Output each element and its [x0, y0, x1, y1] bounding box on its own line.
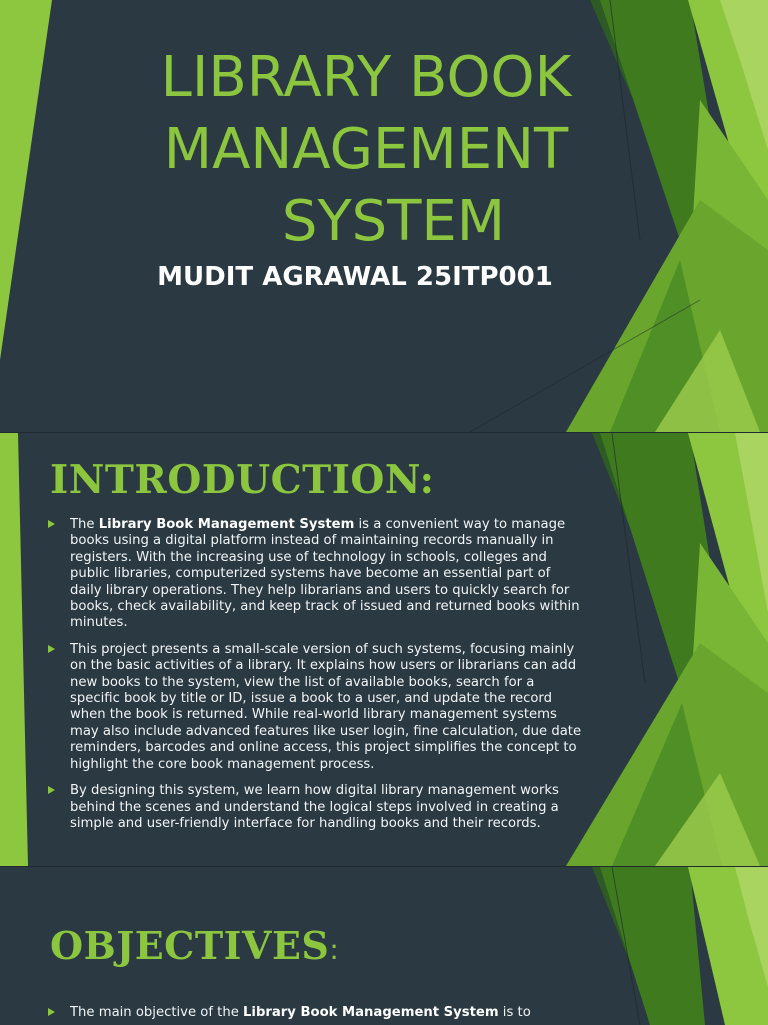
objectives-heading-text: OBJECTIVES: [50, 923, 330, 968]
title-slide: [0, 0, 768, 432]
title-line-3: SYSTEM: [281, 189, 506, 254]
bullet-arrow-icon: [48, 520, 55, 528]
introduction-bullet-list: [48, 517, 582, 842]
bullet-bold-text: Library Book Management System: [243, 1005, 499, 1020]
objectives-heading: [50, 923, 339, 968]
bullet-bold-text: Library Book Management System: [98, 517, 355, 532]
bullet-text: is to: [498, 1005, 531, 1020]
bullet-arrow-icon: [48, 1008, 55, 1016]
list-item: [48, 517, 582, 632]
presentation-title: [136, 42, 596, 258]
introduction-slide: [0, 432, 768, 866]
objectives-heading-colon: :: [329, 933, 340, 966]
title-line-1: LIBRARY BOOK: [160, 45, 572, 110]
introduction-heading: INTRODUCTION:: [50, 457, 435, 503]
author-subtitle: MUDIT AGRAWAL 25ITP001: [157, 262, 553, 292]
bullet-arrow-icon: [48, 645, 55, 653]
objectives-slide: [0, 866, 768, 1025]
list-item: [48, 642, 582, 773]
bullet-text: The: [70, 517, 99, 532]
objectives-bullet-list: [48, 1005, 582, 1025]
bullet-arrow-icon: [48, 786, 55, 794]
bullet-text: This project presents a small-scale version of such systems, focusing mainly on the basic activities of a library. It explains how users or librarians can add new books to the system, view the list of available books, search for a specific book by title or ID, issue a book to a user, and update the record when the book is returned. While real-world library management systems may also include advanced features like user login, fine calculation, due date reminders, barcodes and online access, this project simplifies the concept to highlight the core book management process.: [70, 641, 582, 772]
bullet-text: The main objective of the: [70, 1005, 244, 1020]
bullet-text: By designing this system, we learn how digital library management works behind the scenes and understand the logical steps involved in creating a simple and user-friendly interface for handling books and their records.: [70, 783, 559, 831]
list-item: [48, 783, 582, 832]
bullet-text: is a convenient way to manage books using a digital platform instead of maintaining records manually in registers. With the increasing use of technology in schools, colleges and public libraries, computerized systems have become an essential part of daily library operations. They help librarians and users to quickly search for books, check availability, and keep track of issued and returned books within minutes.: [70, 517, 580, 631]
list-item: [48, 1005, 582, 1021]
title-line-2: MANAGEMENT: [163, 117, 569, 182]
